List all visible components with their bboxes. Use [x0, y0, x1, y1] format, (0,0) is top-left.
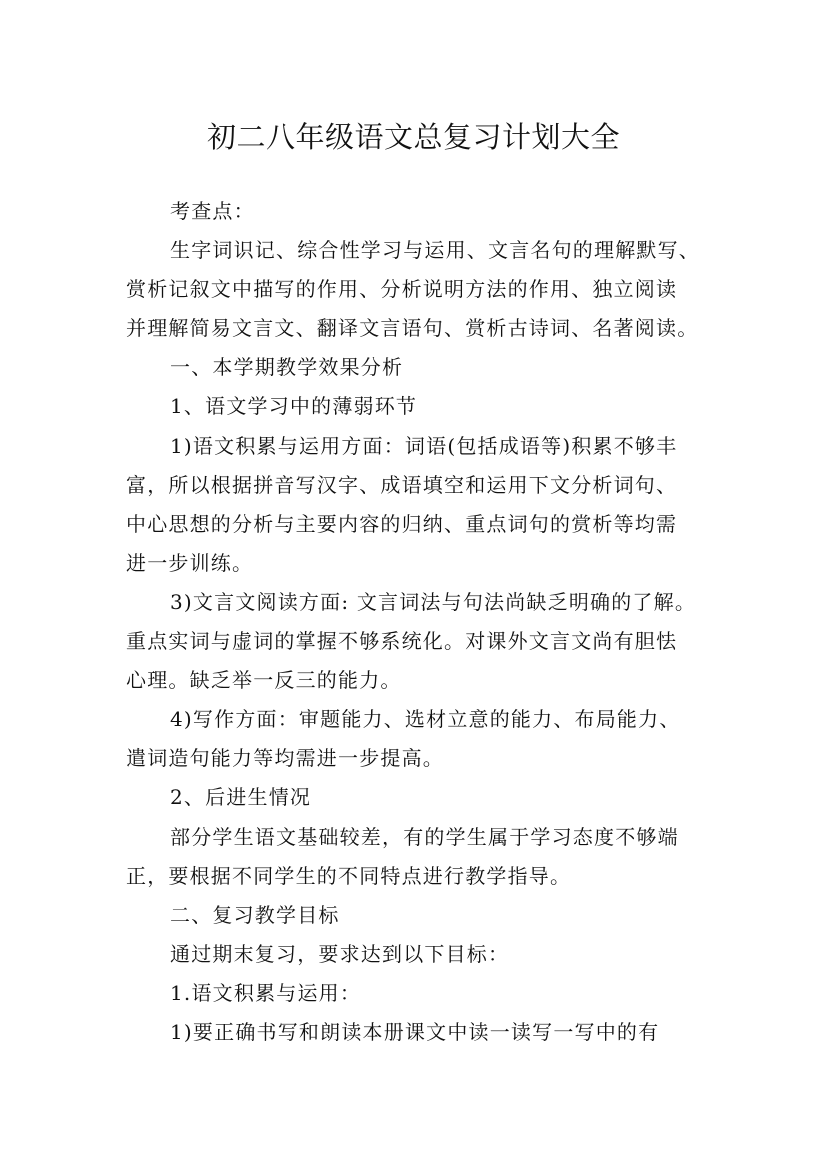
body-line: 2、后进生情况 [170, 785, 312, 810]
document-body [126, 192, 716, 1052]
body-line: 3)文言文阅读方面: 文言词法与句法尚缺乏明确的了解。 [170, 589, 697, 614]
body-line: 1)要正确书写和朗读本册课文中读一读写一写中的有 [170, 1019, 660, 1044]
body-line: 1.语文积累与运用： [170, 980, 362, 1005]
body-line: 遣词造句能力等均需进一步提高。 [126, 746, 444, 771]
body-line: 中心思想的分析与主要内容的归纳、重点词句的赏析等均需 [126, 511, 678, 536]
body-line: 正，要根据不同学生的不同特点进行教学指导。 [126, 863, 572, 888]
body-line: 进一步训练。 [126, 550, 254, 575]
body-line: 重点实词与虚词的掌握不够系统化。对课外文言文尚有胆怯 [126, 629, 678, 654]
body-line: 并理解简易文言文、翻译文言语句、赏析古诗词、名著阅读。 [126, 316, 699, 341]
body-line: 赏析记叙文中描写的作用、分析说明方法的作用、独立阅读 [126, 277, 678, 302]
body-line: 富，所以根据拼音写汉字、成语填空和运用下文分析词句、 [126, 472, 678, 497]
body-line: 1)语文积累与运用方面：词语(包括成语等)积累不够丰 [170, 433, 678, 458]
body-line: 生字词识记、综合性学习与运用、文言名句的理解默写、 [170, 238, 700, 263]
body-line: 考查点： [170, 199, 255, 223]
document-title: 初二八年级语文总复习计划大全 [206, 120, 620, 155]
body-line: 心理。缺乏举一反三的能力。 [126, 668, 402, 693]
body-line: 通过期末复习，要求达到以下目标： [170, 941, 510, 966]
body-line: 4)写作方面：审题能力、选材立意的能力、布局能力、 [170, 707, 681, 732]
body-line: 二、复习教学目标 [170, 902, 340, 927]
body-line: 一、本学期教学效果分析 [170, 355, 404, 380]
body-line: 1、语文学习中的薄弱环节 [170, 394, 418, 419]
body-line: 部分学生语文基础较差，有的学生属于学习态度不够端 [170, 824, 679, 849]
